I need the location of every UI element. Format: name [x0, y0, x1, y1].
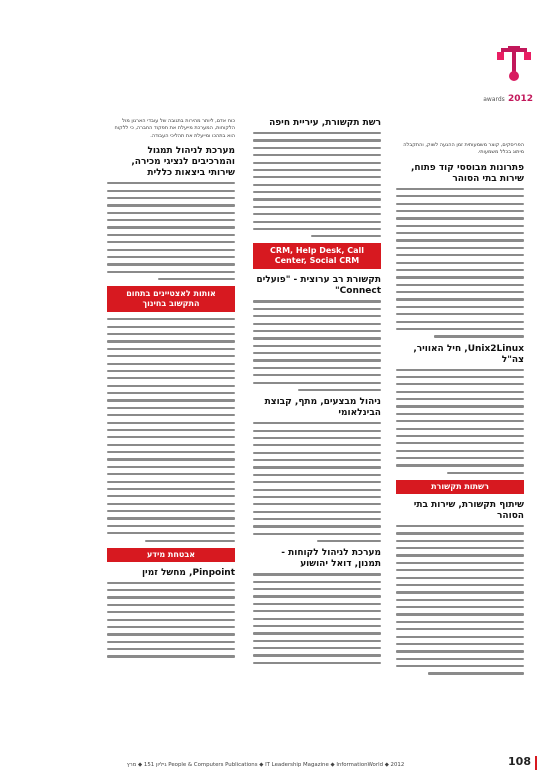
section-title: Unix2Linux, חיל האוויר, צה"ל [413, 343, 524, 365]
section-title: תקשורת רב ערוצית - "פועלים Connect" [256, 275, 381, 297]
column-middle-right [253, 118, 381, 670]
body-text [396, 369, 524, 474]
section-title: ניהול מבצעים, מתף, קבוצת הבינלאומי [264, 397, 381, 419]
section-title: מערכת לניהול לקוחות - תמנון, דואל יהושוע [281, 548, 381, 570]
section-title: שיתוף תקשורת, שירות בתי הסוהר [413, 499, 524, 521]
section-title: Pinpoint, מחשל זמין [141, 567, 235, 578]
section-banner: אותות לאצטיינים בתחום התקשוב בחינוך [107, 286, 235, 312]
page-footer [0, 752, 547, 774]
intro-text: הפריסקים, קוצר משמעותית זמן ההגעה לשוק, והתקבלה מיתוג בכלל משמעותי. [403, 142, 524, 156]
body-text [253, 422, 381, 542]
body-text [107, 182, 235, 280]
body-text [107, 318, 235, 541]
intro-text: כוח אדם, ליותר מהירות בתגובה של עובדי הארגון מול הלקוחות, המערכת מייעלת את תפקוד החברה, כי ללקוח הוא בתהכו ומייעלת את תהליכי העבודה. [114, 118, 235, 139]
section-banner: רשתות תקשורת [396, 480, 524, 494]
section-banner: אבטחת מידע [107, 548, 235, 562]
column-middle-left [107, 118, 235, 664]
section-banner: CRM, Help Desk, Call Center, Social CRM [253, 243, 381, 269]
section-title: רשת תקשורת, עיריית חיפה [269, 118, 381, 128]
column-right [396, 142, 524, 681]
page-number-rule [535, 756, 537, 770]
body-text [253, 132, 381, 237]
section-title: מערכת לניהול תמגול והמרכיבים לנציגי מכירה, שירותי ביצאות כללית [131, 146, 235, 179]
body-text [253, 300, 381, 391]
body-text [107, 582, 235, 658]
body-text [253, 573, 381, 664]
page-number: 108 [508, 755, 531, 768]
body-text [396, 188, 524, 338]
awards-word: awards [483, 96, 505, 103]
awards-year: awards 2012 [483, 94, 533, 104]
running-head: People & Computers Publications ◆ IT Leadership Magazine ◆ InformationWorld ◆ 2012 גיליון 151 ◆ מרץ [126, 762, 405, 768]
body-text [396, 525, 524, 675]
section-title: פתרונות מבוססי קוד פתוח, שירות בתי הסוהר [410, 162, 524, 184]
